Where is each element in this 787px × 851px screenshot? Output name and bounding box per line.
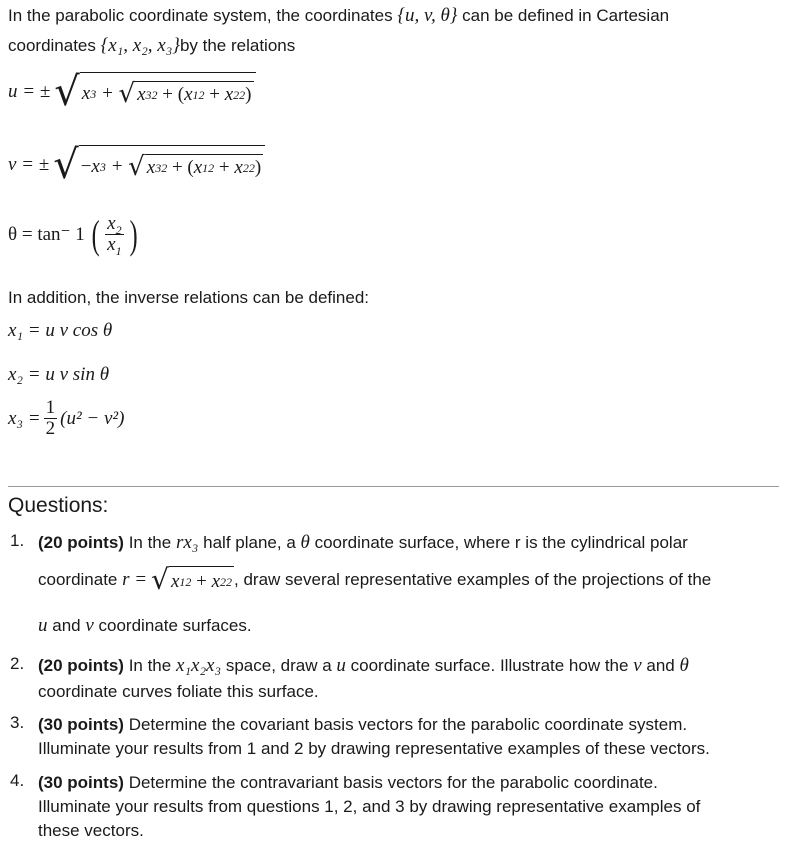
question-4-line-3: these vectors. [38,821,144,840]
equation-u: u = ± √ x 3 + √ x 3 2 + ( x 1 2 + x 2 2 ) [8,72,256,112]
coordinate-set-uvt: {u, v, θ} [397,5,458,26]
question-2-line-2: coordinate curves foliate this surface. [38,682,319,701]
questions-heading: Questions: [8,494,109,517]
question-1-line-2: coordinate r = √ x 1 2 + x 2 2 , draw several representative examples of the projections of the [38,563,712,596]
question-4-line-2: Illuminate your results from questions 1, 2, and 3 by drawing representative examples of [38,797,701,816]
question-3-line-1: (30 points) Determine the covariant basis vectors for the parabolic coordinate system. [38,715,688,734]
question-1-line-1: (20 points) In the rx₃ half plane, a θ coordinate surface, where r is the cylindrical polar [38,532,688,553]
question-3-number: 3. [10,713,25,732]
equation-theta: θ = tan⁻ 1 ( $\frac{x_2}{x_1}$ ) [8,211,138,258]
question-4-number: 4. [10,771,25,790]
equation-x3: x₃ = $\frac{1}{2}$ (u² − v²) [8,397,125,439]
equation-v: v = ± √ − x 3 + √ x 3 2 + ( x 1 2 + x 2 2 ) [8,145,265,185]
section-divider [8,486,779,487]
question-1-number: 1. [10,531,25,550]
sqrt-outer-u: √ x 3 + √ x 3 2 + ( x 1 2 + x 2 2 ) [54,72,255,112]
sqrt-outer-v: √ − x 3 + √ x 3 2 + ( x 1 2 + x 2 2 ) [53,145,265,185]
equation-x2: x₂ = u v sin θ [8,364,110,385]
question-2-line-1: (20 points) In the x₁x₂x₃ space, draw a u coordinate surface. Illustrate how the v and θ [38,655,689,676]
question-4-line-1: (30 points) Determine the contravariant basis vectors for the parabolic coordinate. [38,773,658,792]
intro-line-2: coordinates {x₁, x₂, x₃}by the relations [8,35,296,56]
inverse-intro: In addition, the inverse relations can be defined: [8,288,370,307]
question-1-line-3: u and v coordinate surfaces. [38,615,252,636]
question-2-number: 2. [10,654,25,673]
equation-x1: x₁ = u v cos θ [8,320,113,341]
intro-line-1: In the parabolic coordinate system, the coordinates {u, v, θ} can be defined in Cartesian [8,5,670,26]
question-3-line-2: Illuminate your results from 1 and 2 by drawing representative examples of these vectors. [38,739,710,758]
coordinate-set-x: {x₁, x₂, x₃} [100,35,180,56]
sqrt-r: √ x 1 2 + x 2 2 [151,563,233,596]
